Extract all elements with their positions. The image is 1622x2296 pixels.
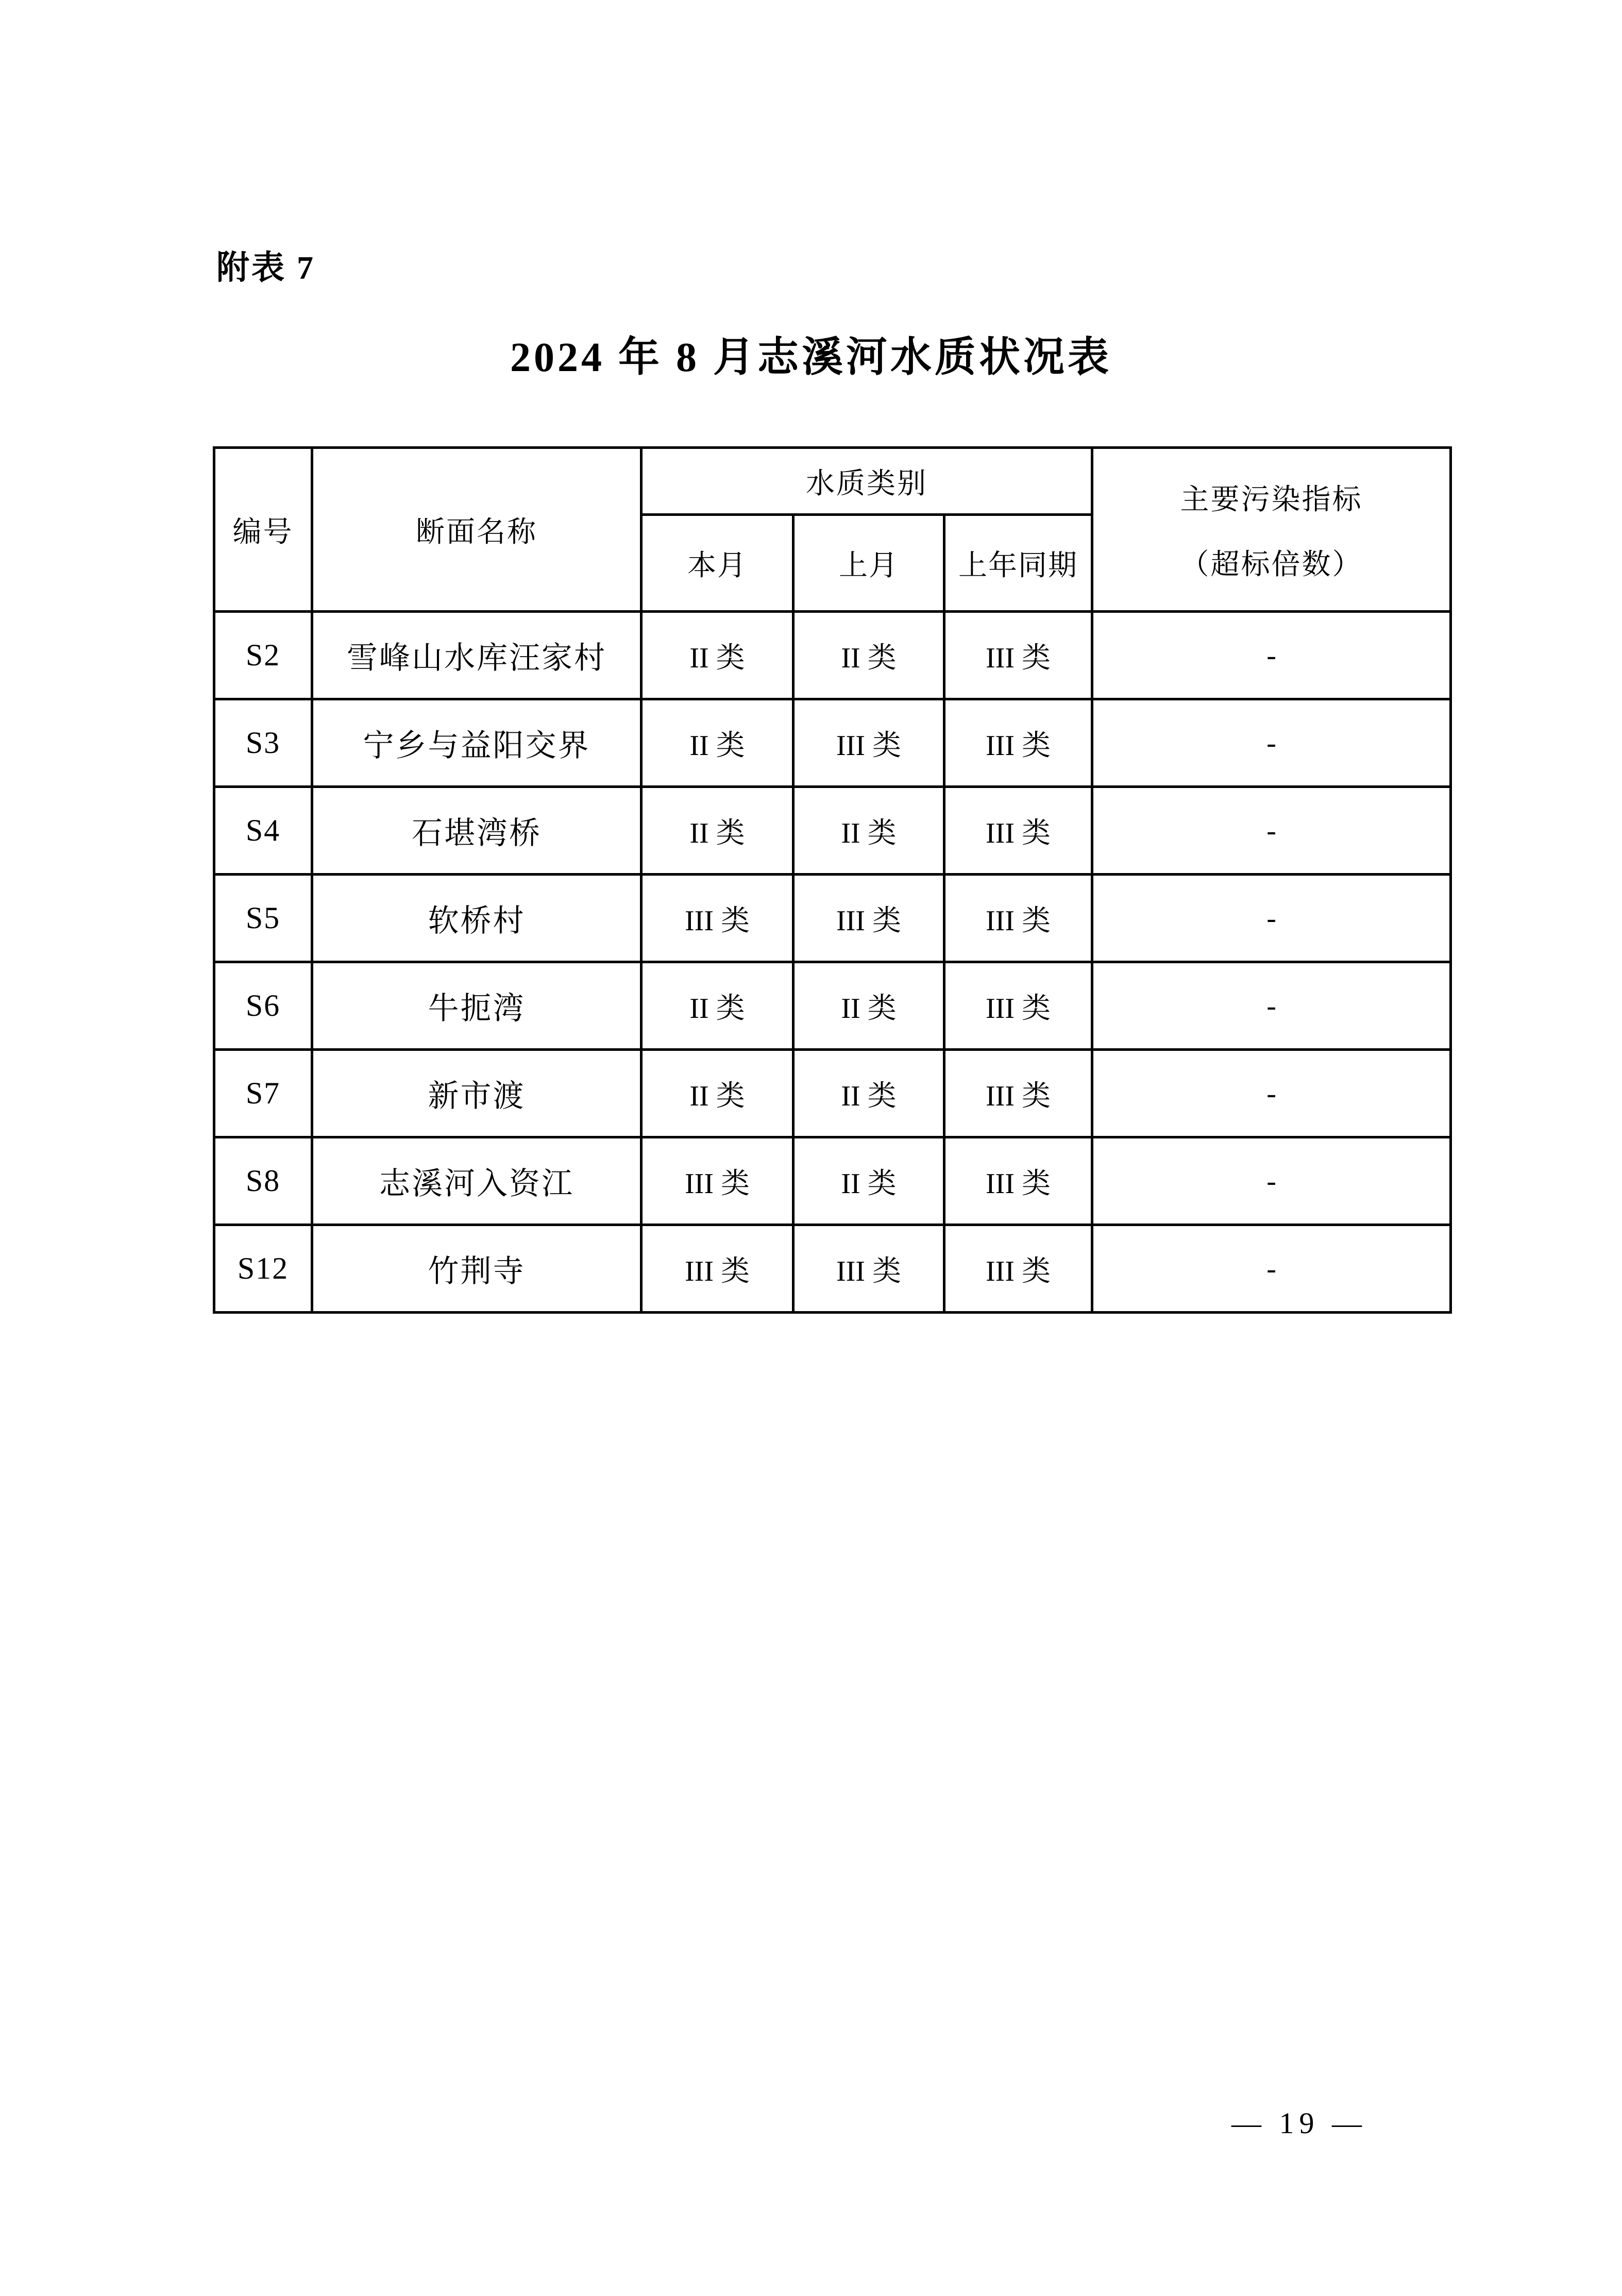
section-name-cell: 竹荆寺 bbox=[312, 1225, 641, 1313]
last-month-class-cell: II 类 bbox=[793, 612, 944, 699]
section-name-cell: 软桥村 bbox=[312, 875, 641, 962]
last-month-class-cell: III 类 bbox=[793, 699, 944, 787]
section-name-cell: 石堪湾桥 bbox=[312, 787, 641, 875]
header-section-name: 断面名称 bbox=[312, 448, 641, 612]
last-month-class-cell: II 类 bbox=[793, 1050, 944, 1137]
last-year-class-cell: III 类 bbox=[944, 1225, 1092, 1313]
row-id-cell: S8 bbox=[214, 1137, 312, 1225]
last-month-class-cell: III 类 bbox=[793, 875, 944, 962]
last-month-class-cell: II 类 bbox=[793, 1137, 944, 1225]
main-pollutants-cell: - bbox=[1092, 787, 1451, 875]
row-id-cell: S12 bbox=[214, 1225, 312, 1313]
row-id-cell: S4 bbox=[214, 787, 312, 875]
section-name-cell: 志溪河入资江 bbox=[312, 1137, 641, 1225]
last-year-class-cell: III 类 bbox=[944, 962, 1092, 1050]
last-year-class-cell: III 类 bbox=[944, 1050, 1092, 1137]
last-year-class-cell: III 类 bbox=[944, 787, 1092, 875]
header-last-month: 上月 bbox=[793, 515, 944, 612]
header-water-quality-group: 水质类别 bbox=[641, 448, 1092, 515]
row-id-cell: S3 bbox=[214, 699, 312, 787]
main-pollutants-cell: - bbox=[1092, 699, 1451, 787]
table-row bbox=[214, 787, 1451, 875]
last-year-class-cell: III 类 bbox=[944, 699, 1092, 787]
table-row bbox=[214, 1050, 1451, 1137]
main-pollutants-cell: - bbox=[1092, 1137, 1451, 1225]
this-month-class-cell: III 类 bbox=[641, 1225, 793, 1313]
section-name-cell: 宁乡与益阳交界 bbox=[312, 699, 641, 787]
row-id-cell: S2 bbox=[214, 612, 312, 699]
header-this-month: 本月 bbox=[641, 515, 793, 612]
this-month-class-cell: II 类 bbox=[641, 787, 793, 875]
this-month-class-cell: II 类 bbox=[641, 699, 793, 787]
main-pollutants-cell: - bbox=[1092, 1050, 1451, 1137]
last-year-class-cell: III 类 bbox=[944, 875, 1092, 962]
row-id-cell: S6 bbox=[214, 962, 312, 1050]
this-month-class-cell: II 类 bbox=[641, 612, 793, 699]
section-name-cell: 雪峰山水库汪家村 bbox=[312, 612, 641, 699]
page-title: 2024 年 8 月志溪河水质状况表 bbox=[510, 335, 1112, 380]
page-number: — 19 — bbox=[1231, 2106, 1367, 2140]
this-month-class-cell: III 类 bbox=[641, 875, 793, 962]
header-main-pollutants-line1: 主要污染指标 bbox=[1180, 483, 1363, 516]
main-pollutants-cell: - bbox=[1092, 1225, 1451, 1313]
last-month-class-cell: III 类 bbox=[793, 1225, 944, 1313]
this-month-class-cell: III 类 bbox=[641, 1137, 793, 1225]
main-pollutants-cell: - bbox=[1092, 962, 1451, 1050]
last-year-class-cell: III 类 bbox=[944, 612, 1092, 699]
table-row bbox=[214, 612, 1451, 699]
table-row bbox=[214, 1225, 1451, 1313]
annex-label: 附表 7 bbox=[216, 249, 315, 286]
main-pollutants-cell: - bbox=[1092, 875, 1451, 962]
header-main-pollutants bbox=[1092, 448, 1451, 612]
header-main-pollutants-line2: （超标倍数） bbox=[1180, 548, 1363, 581]
last-year-class-cell: III 类 bbox=[944, 1137, 1092, 1225]
table-row bbox=[214, 875, 1451, 962]
section-name-cell: 新市渡 bbox=[312, 1050, 641, 1137]
row-id-cell: S5 bbox=[214, 875, 312, 962]
header-same-period-last-year: 上年同期 bbox=[944, 515, 1092, 612]
header-id: 编号 bbox=[214, 448, 312, 612]
table-row bbox=[214, 962, 1451, 1050]
table-row bbox=[214, 699, 1451, 787]
last-month-class-cell: II 类 bbox=[793, 787, 944, 875]
main-pollutants-cell: - bbox=[1092, 612, 1451, 699]
table-row bbox=[214, 1137, 1451, 1225]
this-month-class-cell: II 类 bbox=[641, 1050, 793, 1137]
section-name-cell: 牛扼湾 bbox=[312, 962, 641, 1050]
water-quality-table bbox=[213, 446, 1449, 1314]
last-month-class-cell: II 类 bbox=[793, 962, 944, 1050]
row-id-cell: S7 bbox=[214, 1050, 312, 1137]
this-month-class-cell: II 类 bbox=[641, 962, 793, 1050]
